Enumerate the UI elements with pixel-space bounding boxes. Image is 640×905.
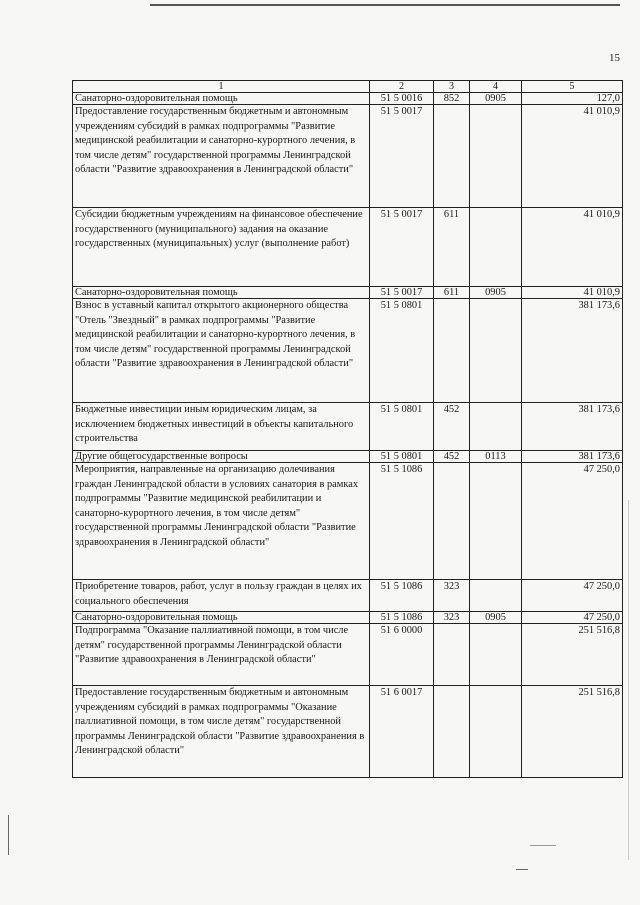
row-csr: 51 5 0801 bbox=[370, 403, 434, 451]
header-col-2: 2 bbox=[370, 81, 434, 93]
table-row bbox=[73, 287, 623, 299]
row-name: Приобретение товаров, работ, услуг в пользу граждан в целях их социального обеспечения bbox=[73, 580, 370, 612]
row-sum: 47 250,0 bbox=[522, 463, 623, 580]
row-rz bbox=[470, 580, 522, 612]
row-rz bbox=[470, 624, 522, 686]
row-vr: 323 bbox=[434, 580, 470, 612]
scan-artifact bbox=[516, 869, 528, 870]
row-sum: 41 010,9 bbox=[522, 287, 623, 299]
header-col-1: 1 bbox=[73, 81, 370, 93]
row-rz: 0905 bbox=[470, 93, 522, 105]
row-name: Предоставление государственным бюджетным и автономным учреждениям субсидий в рамках подпрограммы "Развитие медицинской реабилитации и санаторно-курортного лечения, в том числе детям" государственной программы Ленинградской области "Развитие здравоохранения в Ленинградской области" bbox=[73, 105, 370, 208]
row-csr: 51 5 0017 bbox=[370, 105, 434, 208]
row-sum: 251 516,8 bbox=[522, 686, 623, 778]
header-col-5: 5 bbox=[522, 81, 623, 93]
row-name: Другие общегосударственные вопросы bbox=[73, 451, 370, 463]
row-vr: 323 bbox=[434, 612, 470, 624]
row-csr: 51 5 0801 bbox=[370, 451, 434, 463]
table-row bbox=[73, 686, 623, 778]
row-sum: 381 173,6 bbox=[522, 299, 623, 403]
header-col-3: 3 bbox=[434, 81, 470, 93]
row-vr bbox=[434, 105, 470, 208]
row-csr: 51 5 1086 bbox=[370, 463, 434, 580]
header-col-4: 4 bbox=[470, 81, 522, 93]
row-csr: 51 5 0017 bbox=[370, 287, 434, 299]
row-vr bbox=[434, 686, 470, 778]
table-row bbox=[73, 93, 623, 105]
row-sum: 47 250,0 bbox=[522, 612, 623, 624]
row-sum: 41 010,9 bbox=[522, 105, 623, 208]
row-name: Предоставление государственным бюджетным и автономным учреждениям субсидий в рамках подпрограммы "Оказание паллиативной помощи, в том числе детям" государственной программы Ленинградской области "Развитие здравоохранения в Ленинградской области" bbox=[73, 686, 370, 778]
table-row bbox=[73, 403, 623, 451]
row-vr: 852 bbox=[434, 93, 470, 105]
row-rz bbox=[470, 105, 522, 208]
row-vr bbox=[434, 299, 470, 403]
row-name: Взнос в уставный капитал открытого акционерного общества "Отель "Звездный" в рамках подпрограммы "Развитие медицинской реабилитации и санаторно-курортного лечения, в том числе детям" государственной программы Ленинградской области "Развитие здравоохранения в Ленинградской области" bbox=[73, 299, 370, 403]
row-vr: 611 bbox=[434, 208, 470, 287]
row-name: Подпрограмма "Оказание паллиативной помощи, в том числе детям" государственной программы Ленинградской области "Развитие здравоохранения в Ленинградской области" bbox=[73, 624, 370, 686]
row-sum: 381 173,6 bbox=[522, 451, 623, 463]
row-csr: 51 5 1086 bbox=[370, 580, 434, 612]
row-sum: 47 250,0 bbox=[522, 580, 623, 612]
row-csr: 51 5 1086 bbox=[370, 612, 434, 624]
row-rz bbox=[470, 686, 522, 778]
scan-artifact bbox=[628, 500, 629, 860]
row-name: Санаторно-оздоровительная помощь bbox=[73, 287, 370, 299]
row-rz: 0113 bbox=[470, 451, 522, 463]
row-csr: 51 5 0801 bbox=[370, 299, 434, 403]
table-row bbox=[73, 624, 623, 686]
table-row bbox=[73, 105, 623, 208]
row-name: Санаторно-оздоровительная помощь bbox=[73, 612, 370, 624]
row-vr: 452 bbox=[434, 403, 470, 451]
row-csr: 51 6 0017 bbox=[370, 686, 434, 778]
row-name: Бюджетные инвестиции иным юридическим лицам, за исключением бюджетных инвестиций в объекты капитального строительства bbox=[73, 403, 370, 451]
row-rz bbox=[470, 463, 522, 580]
row-name: Субсидии бюджетным учреждениям на финансовое обеспечение государственного (муниципального) задания на оказание государственных (муниципальных) услуг (выполнение работ) bbox=[73, 208, 370, 287]
row-sum: 41 010,9 bbox=[522, 208, 623, 287]
row-vr bbox=[434, 624, 470, 686]
scan-artifact bbox=[8, 815, 9, 855]
table-row bbox=[73, 612, 623, 624]
row-rz bbox=[470, 299, 522, 403]
page-number: 15 bbox=[609, 52, 620, 64]
row-vr: 611 bbox=[434, 287, 470, 299]
row-rz bbox=[470, 403, 522, 451]
budget-table bbox=[72, 80, 623, 778]
table-row bbox=[73, 451, 623, 463]
scan-top-edge bbox=[150, 4, 620, 6]
table-row bbox=[73, 463, 623, 580]
scan-artifact bbox=[530, 845, 556, 846]
row-rz: 0905 bbox=[470, 612, 522, 624]
row-csr: 51 6 0000 bbox=[370, 624, 434, 686]
row-rz bbox=[470, 208, 522, 287]
row-name: Мероприятия, направленные на организацию долечивания граждан Ленинградской области в условиях санатория в рамках подпрограммы "Развитие медицинской реабилитации и санаторно-курортного лечения, в том числе детям" государственной программы Ленинградской области "Развитие здравоохранения в Ленинградской области" bbox=[73, 463, 370, 580]
row-sum: 381 173,6 bbox=[522, 403, 623, 451]
row-name: Санаторно-оздоровительная помощь bbox=[73, 93, 370, 105]
row-sum: 127,0 bbox=[522, 93, 623, 105]
row-rz: 0905 bbox=[470, 287, 522, 299]
table-row bbox=[73, 299, 623, 403]
table-row bbox=[73, 208, 623, 287]
row-csr: 51 5 0017 bbox=[370, 208, 434, 287]
table-row bbox=[73, 580, 623, 612]
row-vr bbox=[434, 463, 470, 580]
table-header-row bbox=[73, 81, 623, 93]
row-sum: 251 516,8 bbox=[522, 624, 623, 686]
row-csr: 51 5 0016 bbox=[370, 93, 434, 105]
row-vr: 452 bbox=[434, 451, 470, 463]
